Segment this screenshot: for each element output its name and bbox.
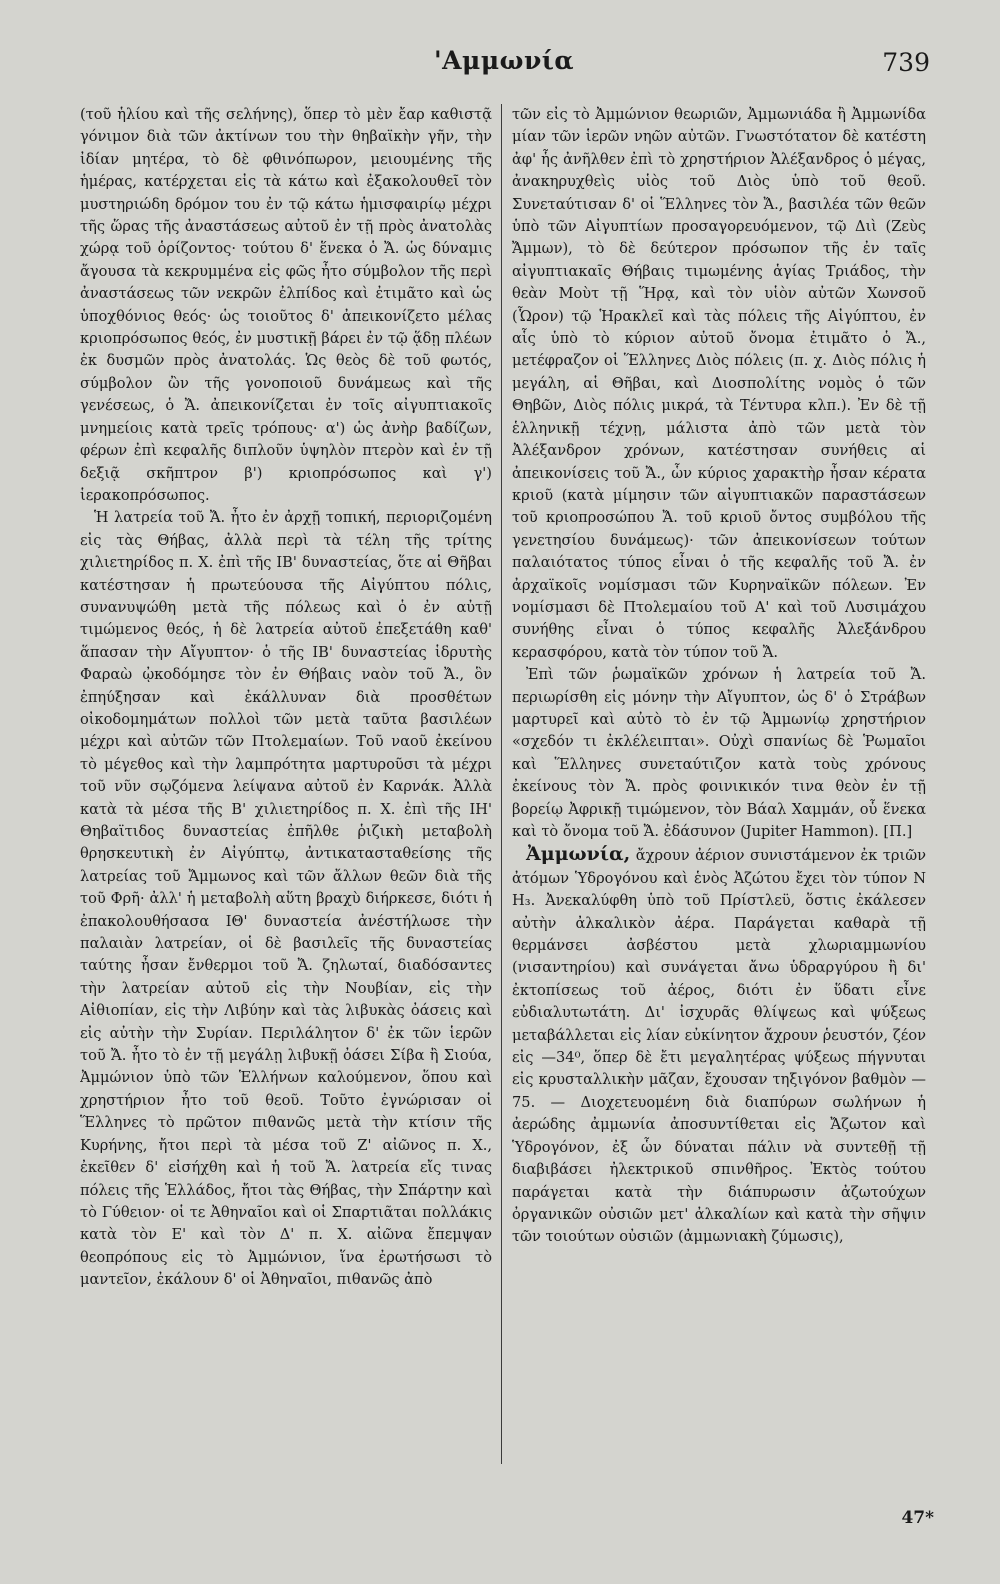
entry-headword: Ἀμμωνία, (526, 843, 631, 866)
column-divider (501, 104, 502, 1464)
page-number: 739 (882, 48, 930, 77)
running-title: 'Αμμωνία (434, 46, 575, 75)
entry-paragraph (512, 843, 926, 1248)
right-column (512, 104, 926, 1544)
paragraph: Ἡ λατρεία τοῦ Ἄ. ἦτο ἐν ἀρχῇ τοπική, περιοριζομένη εἰς τὰς Θήβας, ἀλλὰ περὶ τὰ τέλη τῆς τρίτης χιλιετηρίδος π. Χ. ἐπὶ τῆς ΙΒ' δυναστείας, ὅτε αἱ Θῆβαι κατέστησαν ἡ πρωτεύουσα τῆς Αἰγύπτου πόλις, συνανυψώθη μετὰ τῆς πόλεως καὶ ὁ ἐν αὐτῇ τιμώμενος θεός, ἡ δὲ λατρεία αὐτοῦ ἐπεξετάθη καθ' ἅπασαν τὴν Αἴγυπτον· ὁ τῆς ΙΒ' δυναστείας ἱδρυτὴς Φαραὼ ᾠκοδόμησε τὸν ἐν Θήβαις ναὸν τοῦ Ἄ., ὃν ἐπηύξησαν καὶ ἐκάλλυναν διὰ προσθέτων οἰκοδομημάτων πολλοὶ τῶν μετὰ ταῦτα βασιλέων μέχρι καὶ αὐτῶν τῶν Πτολεμαίων. Τοῦ ναοῦ ἐκείνου τὸ μέγεθος καὶ τὴν λαμπρότητα μαρτυροῦσι τὰ μέχρι τοῦ νῦν σῳζόμενα λείψανα αὐτοῦ ἐν Καρνάκ. Ἀλλὰ κατὰ τὰ μέσα τῆς Β' χιλιετηρίδος π. Χ. ἐπὶ τῆς ΙΗ' Θηβαϊτιδος δυναστείας ἐπῆλθε ῥιζικὴ μεταβολὴ θρησκευτικὴ ἐν Αἰγύπτῳ, ἀντικατασταθείσης τῆς λατρείας τοῦ Ἄμμωνος καὶ τῶν ἄλλων θεῶν διὰ τῆς τοῦ Φρῆ· ἀλλ' ἡ μεταβολὴ αὕτη βραχὺ διήρκεσε, διότι ἡ ἐπακολουθήσασα ΙΘ' δυναστεία ἀνέστήλωσε τὴν παλαιὰν λατρείαν, οἱ δὲ βασιλεῖς τῆς δυναστείας ταύτης ἦσαν ἔνθερμοι τοῦ Ἄ. ζηλωταί, διαδόσαντες τὴν λατρείαν αὐτοῦ εἰς τὴν Νουβίαν, εἰς τὴν Αἰθιοπίαν, εἰς τὴν Λιβύην καὶ τὰς λιβυκὰς ὀάσεις καὶ εἰς αὐτὴν τὴν Συρίαν. Περιλάλητον δ' ἐκ τῶν ἱερῶν τοῦ Ἄ. ἦτο τὸ ἐν τῇ μεγάλῃ λιβυκῇ ὀάσει Σίβα ἢ Σιούα, Ἀμμώνιον ὑπὸ τῶν Ἑλλήνων καλούμενον, ὅπου καὶ χρηστήριον ἦτο τοῦ θεοῦ. Τοῦτο ἐγνώρισαν οἱ Ἕλληνες τὸ πρῶτον πιθανῶς μετὰ τὴν κτίσιν τῆς Κυρήνης, ἤτοι περὶ τὰ μέσα τοῦ Ζ' αἰῶνος π. Χ., ἐκεῖθεν δ' εἰσήχθη καὶ ἡ τοῦ Ἄ. λατρεία εἴς τινας πόλεις τῆς Ἑλλάδος, ἤτοι τὰς Θήβας, τὴν Σπάρτην καὶ τὸ Γύθειον· οἱ τε Ἀθηναῖοι καὶ οἱ Σπαρτιᾶται πολλάκις κατὰ τὸν Ε' καὶ τὸν Δ' π. Χ. αἰῶνα ἔπεμψαν θεοπρόπους εἰς τὸ Ἀμμώνιον, ἵνα ἐρωτήσωσι τὸ μαντεῖον, ἐκάλουν δ' οἱ Ἀθηναῖοι, πιθανῶς ἀπὸ (80, 509, 492, 1289)
page-header (60, 44, 930, 84)
paragraph: (τοῦ ἡλίου καὶ τῆς σελήνης), ὅπερ τὸ μὲν ἔαρ καθιστᾷ γόνιμον διὰ τῶν ἀκτίνων του τὴν θηβαϊκὴν γῆν, τὴν ἰδίαν μητέρα, τὸ δὲ φθινόπωρον, μειουμένης τῆς ἡμέρας, κατέρχεται εἰς τὰ κάτω καὶ ἐξακολουθεῖ τὸν μυστηριώδη δρόμον του ἐν τῷ κάτω ἡμισφαιρίῳ μέχρι τῆς ὥρας τῆς ἀναστάσεως αὐτοῦ ἐν τῇ πρὸς ἀνατολὰς χώρᾳ τοῦ ὁρίζοντος· τούτου δ' ἕνεκα ὁ Ἄ. ὡς δύναμις ἄγουσα τὰ κεκρυμμένα εἰς φῶς ἦτο σύμβολον τῆς περὶ ἀναστάσεως τῶν νεκρῶν ἐλπίδος καὶ ἐτιμᾶτο καὶ ὡς ὑποχθόνιος θεός· ὡς τοιοῦτος δ' ἀπεικονίζετο μέλας κριοπρόσωπος θεός, ἐν μυστικῇ βάρει ἐν τῷ ᾅδῃ πλέων ἐκ δυσμῶν πρὸς ἀνατολάς. Ὡς θεὸς δὲ τοῦ φωτός, σύμβολον ὢν τῆς γονοποιοῦ δυνάμεως καὶ τῆς γενέσεως, ὁ Ἄ. ἀπεικονίζεται ἐν τοῖς αἰγυπτιακοῖς μνημείοις κατὰ τρεῖς τρόπους· α') ὡς ἀνὴρ βαδίζων, φέρων ἐπὶ κεφαλῆς διπλοῦν ὑψηλὸν πτερὸν καὶ ἐν τῇ δεξιᾷ σκῆπτρον β') κριοπρόσωπος καὶ γ') ἱερακοπρόσωπος. (80, 106, 492, 504)
left-column (80, 104, 492, 1544)
signature-mark: 47* (901, 1508, 934, 1528)
entry-text: ἄχρουν ἀέριον συνιστάμενον ἐκ τριῶν ἀτόμων Ὑδρογόνου καὶ ἑνὸς Ἀζώτου ἔχει τὸν τύπον N H₃. Ἀνεκαλύφθη ὑπὸ τοῦ Πρίστλεϋ, ὅστις ἐκάλεσεν αὐτὴν ἀλκαλικὸν ἀέρα. Παράγεται καθαρὰ τῇ θερμάνσει ἀσβέστου μετὰ χλωριαμμωνίου (νισαντηρίου) καὶ συνάγεται ἄνω ὑδραργύρου ἢ δι' ἐκτοπίσεως τοῦ ἀέρος, διότι ἐν ὕδατι εἶνε εὐδιαλυτωτάτη. Δι' ἰσχυρᾶς θλίψεως καὶ ψύξεως μεταβάλλεται εἰς λίαν εὐκίνητον ἄχρουν ῥευστόν, ζέον εἰς —34⁰, ὅπερ δὲ ἔτι μεγαλητέρας ψύξεως πήγνυται εἰς κρυσταλλικὴν μᾶζαν, ἔχουσαν τηξιγόνον βαθμὸν — 75. — Διοχετευομένη διὰ διαπύρων σωλήνων ἡ ἀερώδης ἀμμωνία ἀποσυντίθεται εἰς Ἄζωτον καὶ Ὑδρογόνον, ἐξ ὧν δύναται πάλιν νὰ συντεθῇ τῇ διαβιβάσει ἠλεκτρικοῦ σπινθῆρος. Ἐκτὸς τούτου παράγεται κατὰ τὴν διάπυρωσιν ἀζωτούχων ὀργανικῶν οὐσιῶν μετ' ἀλκαλίων καὶ κατὰ τὴν σῆψιν τῶν τοιούτων οὐσιῶν (ἀμμωνιακὴ ζύμωσις), (512, 847, 926, 1246)
paragraph: τῶν εἰς τὸ Ἀμμώνιον θεωριῶν, Ἀμμωνιάδα ἢ Ἀμμωνίδα μίαν τῶν ἱερῶν νηῶν αὐτῶν. Γνωστότατον δὲ κατέστη ἀφ' ἧς ἀνῆλθεν ἐπὶ τὸ χρηστήριον Ἀλέξανδρος ὁ μέγας, ἀνακηρυχθεὶς υἱὸς τοῦ Διὸς ὑπὸ τοῦ θεοῦ. Συνεταύτισαν δ' οἱ Ἕλληνες τὸν Ἄ., βασιλέα τῶν θεῶν ὑπὸ τῶν Αἰγυπτίων προσαγορευόμενον, τῷ Διὶ (Ζεὺς Ἄμμων), τὸ δὲ δεύτερον πρόσωπον τῆς ἐν ταῖς αἰγυπτιακαῖς Θήβαις τιμωμένης ἁγίας Τριάδος, τὴν θεὰν Μοὺτ τῇ Ἥρᾳ, καὶ τὸν υἱὸν αὐτῶν Χωνσοῦ (Ὧρον) τῷ Ἡρακλεῖ καὶ τὰς πόλεις τῆς Αἰγύπτου, ἐν αἷς ὑπὸ τὸ κύριον αὐτοῦ ὄνομα ἐτιμᾶτο ὁ Ἄ., μετέφραζον οἱ Ἕλληνες Διὸς πόλεις (π. χ. Διὸς πόλις ἡ μεγάλη, αἱ Θῆβαι, καὶ Διοσπολίτης νομὸς ὁ τῶν Θηβῶν, Διὸς πόλις μικρά, τὰ Τέντυρα κλπ.). Ἐν δὲ τῇ ἑλληνικῇ τέχνῃ, μάλιστα ἀπὸ τῶν μετὰ τὸν Ἀλέξανδρον χρόνων, κατέστησαν συνήθεις αἱ ἀπεικονίσεις τοῦ Ἄ., ὧν κύριος χαρακτὴρ ἦσαν κέρατα κριοῦ (κατὰ μίμησιν τῶν αἰγυπτιακῶν παραστάσεων τοῦ κριοπροσώπου Ἄ. τοῦ κριοῦ ὄντος συμβόλου τῆς γενετησίου δυνάμεως)· τῶν ἀπεικονίσεων τούτων παλαιότατος τύπος εἶναι ὁ τῆς κεφαλῆς τοῦ Ἄ. ἐν ἀρχαϊκοῖς νομίσμασι τῶν Κυρηναϊκῶν πόλεων. Ἐν νομίσμασι δὲ Πτολεμαίου τοῦ Α' καὶ τοῦ Λυσιμάχου συνήθης εἶναι ὁ τύπος κεφαλῆς Ἀλεξάνδρου κερασφόρου, κατὰ τὸν τύπον τοῦ Ἄ. (512, 106, 926, 661)
paragraph: Ἐπὶ τῶν ῥωμαϊκῶν χρόνων ἡ λατρεία τοῦ Ἄ. περιωρίσθη εἰς μόνην τὴν Αἴγυπτον, ὡς δ' ὁ Στράβων μαρτυρεῖ καὶ αὐτὸ τὸ ἐν τῷ Ἀμμωνίῳ χρηστήριον «σχεδόν τι ἐκλέλειπται». Οὐχὶ σπανίως δὲ Ῥωμαῖοι καὶ Ἕλληνες συνεταύτιζον κατὰ τοὺς χρόνους ἐκείνους τὸν Ἄ. πρὸς φοινικικόν τινα θεὸν ἐν τῇ βορείῳ Ἀφρικῇ τιμώμενον, τὸν Βάαλ Χαμμάν, οὗ ἕνεκα καὶ τὸ ὄνομα τοῦ Ἄ. ἐδάσυνον (Jupiter Hammon). [Π.] (512, 666, 926, 840)
